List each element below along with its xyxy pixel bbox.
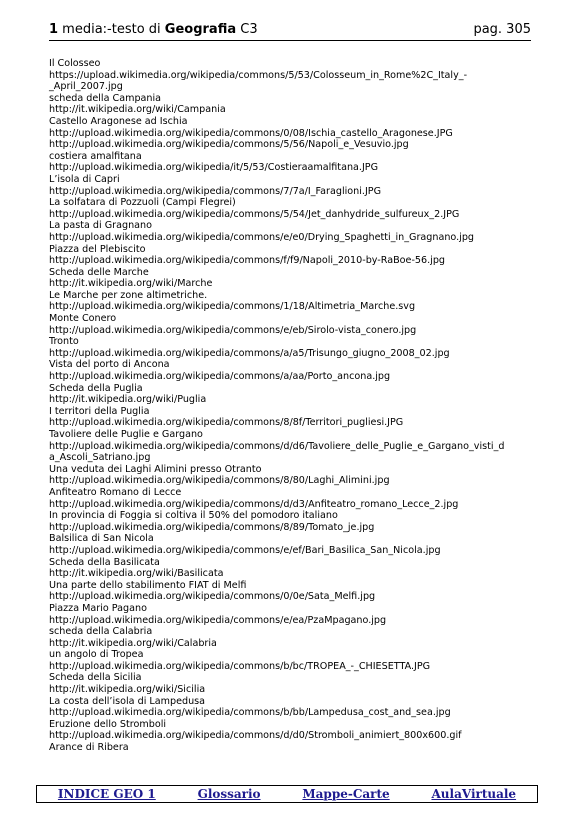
text-line: a_Ascoli_Satriano.jpg [49, 452, 151, 464]
text-line: http://upload.wikimedia.org/wikipedia/commons/d/d3/Anfiteatro_romano_Lecce_2.jpg [49, 498, 459, 510]
text-line: http://it.wikipedia.org/wiki/Sicilia [49, 684, 206, 696]
text-line: http://upload.wikimedia.org/wikipedia/commons/a/a5/Trisungo_giugno_2008_02.jpg [49, 347, 450, 359]
text-line: http://upload.wikimedia.org/wikipedia/commons/5/56/Napoli_e_Vesuvio.jpg [49, 139, 409, 151]
text-line: Balsilica di San Nicola [49, 533, 154, 545]
text-line: L’isola di Capri [49, 173, 120, 185]
text-line: http://upload.wikimedia.org/wikipedia/commons/7/7a/I_Faraglioni.JPG [49, 185, 382, 197]
text-line: http://it.wikipedia.org/wiki/Calabria [49, 637, 217, 649]
text-line: Le Marche per zone altimetriche. [49, 289, 208, 301]
text-line: Piazza Mario Pagano [49, 602, 147, 614]
glossario-link[interactable]: Glossario [197, 787, 261, 801]
text-line: Scheda delle Marche [49, 266, 149, 278]
text-line: http://it.wikipedia.org/wiki/Campania [49, 104, 226, 116]
page-header [49, 22, 531, 38]
text-line: scheda della Calabria [49, 626, 153, 638]
text-line: http://upload.wikimedia.org/wikipedia/commons/5/54/Jet_danhydride_sulfureux_2.JPG [49, 208, 460, 220]
text-line: http://upload.wikimedia.org/wikipedia/it/5/53/Costieraamalfitana.JPG [49, 162, 379, 174]
text-line: http://upload.wikimedia.org/wikipedia/commons/e/eb/Sirolo-vista_conero.jpg [49, 324, 417, 336]
footer-nav [36, 785, 538, 803]
text-line: http://upload.wikimedia.org/wikipedia/commons/f/f9/Napoli_2010-by-RaBoe-56.jpg [49, 255, 446, 267]
text-line: Castello Aragonese ad Ischia [49, 115, 188, 127]
header-text: media:-testo di [58, 22, 165, 37]
text-line: Arance di Ribera [49, 742, 129, 754]
text-line: http://it.wikipedia.org/wiki/Basilicata [49, 568, 224, 580]
text-line: Scheda della Sicilia [49, 672, 142, 684]
text-line: http://upload.wikimedia.org/wikipedia/commons/1/18/Altimetria_Marche.svg [49, 301, 416, 313]
text-line: Il Colosseo [49, 58, 101, 69]
document-body [49, 58, 534, 754]
text-line: La solfatara di Pozzuoli (Campi Flegrei) [49, 197, 236, 209]
header-subject: Geografia [164, 22, 237, 37]
header-number: 1 [49, 22, 59, 37]
header-class: C3 [236, 22, 258, 37]
text-line: http://upload.wikimedia.org/wikipedia/commons/8/8f/Territori_pugliesi.JPG [49, 417, 404, 429]
text-line: Tronto [49, 336, 79, 348]
text-line: Monte Conero [49, 313, 117, 325]
text-line: Una veduta dei Laghi Alimini presso Otranto [49, 463, 262, 475]
text-line: La pasta di Gragnano [49, 220, 152, 232]
header-page-number: pag. 305 [473, 22, 531, 37]
text-line: http://upload.wikimedia.org/wikipedia/commons/e/ef/Bari_Basilica_San_Nicola.jpg [49, 544, 441, 556]
text-line: http://it.wikipedia.org/wiki/Puglia [49, 394, 207, 406]
text-line: http://upload.wikimedia.org/wikipedia/commons/b/bc/TROPEA_-_CHIESETTA.JPG [49, 660, 431, 672]
text-line: scheda della Campania [49, 92, 162, 104]
text-line: http://upload.wikimedia.org/wikipedia/commons/d/d6/Tavoliere_delle_Puglie_e_Gargano_visti_d [49, 440, 505, 452]
text-line: In provincia di Foggia si coltiva il 50% del pomodoro italiano [49, 510, 338, 522]
text-line: http://upload.wikimedia.org/wikipedia/commons/8/89/Tomato_je.jpg [49, 521, 375, 533]
text-line: http://upload.wikimedia.org/wikipedia/commons/0/0e/Sata_Melfi.jpg [49, 591, 376, 603]
text-line: http://upload.wikimedia.org/wikipedia/commons/a/aa/Porto_ancona.jpg [49, 371, 391, 383]
text-line: Eruzione dello Stromboli [49, 718, 167, 730]
text-line: Tavoliere delle Puglie e Gargano [49, 429, 203, 440]
text-line: _April_2007.jpg [49, 81, 123, 93]
text-line: Piazza del Plebiscito [49, 243, 146, 255]
text-line: Una parte dello stabilimento FIAT di Melfi [49, 579, 247, 591]
text-line: http://upload.wikimedia.org/wikipedia/commons/b/bb/Lampedusa_cost_and_sea.jpg [49, 707, 451, 719]
text-line: http://upload.wikimedia.org/wikipedia/commons/e/ea/PzaMpagano.jpg [49, 614, 387, 626]
text-line: http://upload.wikimedia.org/wikipedia/commons/e/e0/Drying_Spaghetti_in_Gragnano.jpg [49, 231, 475, 243]
text-line: La costa dell’isola di Lampedusa [49, 695, 206, 707]
aula-virtuale-link[interactable]: AulaVirtuale [431, 787, 517, 801]
text-line: Scheda della Puglia [49, 382, 143, 394]
text-line: un angolo di Tropea [49, 649, 144, 661]
indice-geo-link[interactable]: INDICE GEO 1 [57, 787, 156, 801]
mappe-carte-link[interactable]: Mappe-Carte [302, 787, 390, 801]
text-line: http://upload.wikimedia.org/wikipedia/commons/0/08/Ischia_castello_Aragonese.JPG [49, 127, 453, 139]
text-line: I territori della Puglia [49, 405, 150, 417]
header-title [49, 22, 258, 38]
text-line: http://upload.wikimedia.org/wikipedia/commons/8/80/Laghi_Alimini.jpg [49, 475, 390, 487]
text-line: Scheda della Basilicata [49, 556, 160, 568]
text-line: costiera amalfitana [49, 150, 142, 162]
text-line: https://upload.wikimedia.org/wikipedia/commons/5/53/Colosseum_in_Rome%2C_Italy_- [49, 69, 468, 81]
header-rule [49, 40, 531, 41]
text-line: http://it.wikipedia.org/wiki/Marche [49, 278, 213, 290]
text-line: Vista del porto di Ancona [49, 359, 170, 371]
text-line: http://upload.wikimedia.org/wikipedia/commons/d/d0/Stromboli_animiert_800x600.gif [49, 730, 462, 742]
text-line: Anfiteatro Romano di Lecce [49, 486, 182, 498]
